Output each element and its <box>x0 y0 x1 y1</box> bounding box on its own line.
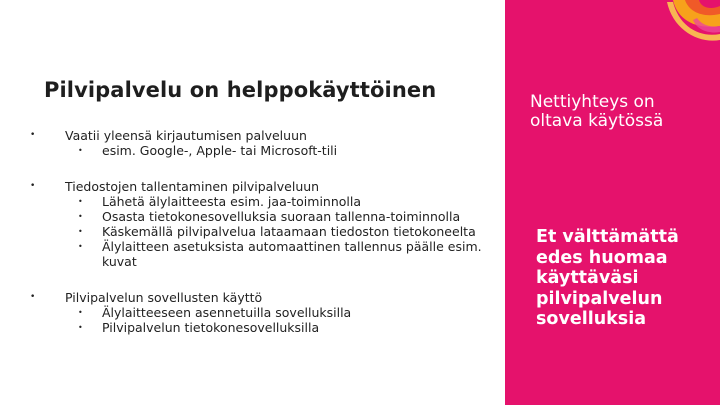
list-item <box>30 179 490 269</box>
slide-title: Pilvipalvelu on helppokäyttöinen <box>44 78 437 102</box>
list-item-text: Pilvipalvelun sovellusten käyttö <box>65 290 263 305</box>
bullet-icon: • <box>78 197 83 206</box>
bullet-icon: • <box>30 181 36 191</box>
sub-list-item-text: Lähetä älylaitteesta esim. jaa-toiminnolla <box>102 194 362 209</box>
bullet-icon: • <box>78 146 83 155</box>
sub-list-item <box>65 209 490 224</box>
bullet-icon: • <box>78 212 83 221</box>
sub-list-item-text: Osasta tietokonesovelluksia suoraan tallenna-toiminnolla <box>102 209 461 224</box>
sub-list-item <box>65 320 490 335</box>
sub-list-item <box>65 239 492 269</box>
list-item <box>30 290 490 335</box>
sub-list-item <box>65 224 490 239</box>
bullet-icon: • <box>78 227 83 236</box>
highlight-panel <box>505 0 720 405</box>
sub-list-item-text: Käskemällä pilvipalvelua lataamaan tiedoston tietokoneelta <box>102 224 476 239</box>
sub-list-item <box>65 143 490 158</box>
bullet-icon: • <box>30 130 36 140</box>
list-item-text: Tiedostojen tallentaminen pilvipalveluun <box>65 179 320 194</box>
list-item <box>30 128 490 158</box>
sub-list-item-text: Älylaitteen asetuksista automaattinen tallennus päälle esim. kuvat <box>102 239 482 269</box>
bullet-icon: • <box>78 242 83 251</box>
bullet-content <box>30 128 490 356</box>
sub-list-item-text: Älylaitteeseen asennetuilla sovelluksilla <box>102 305 352 320</box>
list-item-text: Vaatii yleensä kirjautumisen palveluun <box>65 128 307 143</box>
sub-list-item-text: Pilvipalvelun tietokonesovelluksilla <box>102 320 320 335</box>
colorful-swirl-logo-icon <box>663 0 720 48</box>
sub-list-item <box>65 194 490 209</box>
bullet-icon: • <box>78 308 83 317</box>
sub-list-item <box>65 305 490 320</box>
bullet-icon: • <box>30 292 36 302</box>
panel-bottom-text: Et välttämättä edes huomaa käyttäväsi pilvipalvelun sovelluksia <box>536 227 679 329</box>
panel-top-text: Nettiyhteys on oltava käytössä <box>530 92 664 131</box>
sub-list-item-text: esim. Google-, Apple- tai Microsoft-tili <box>102 143 338 158</box>
bullet-icon: • <box>78 323 83 332</box>
